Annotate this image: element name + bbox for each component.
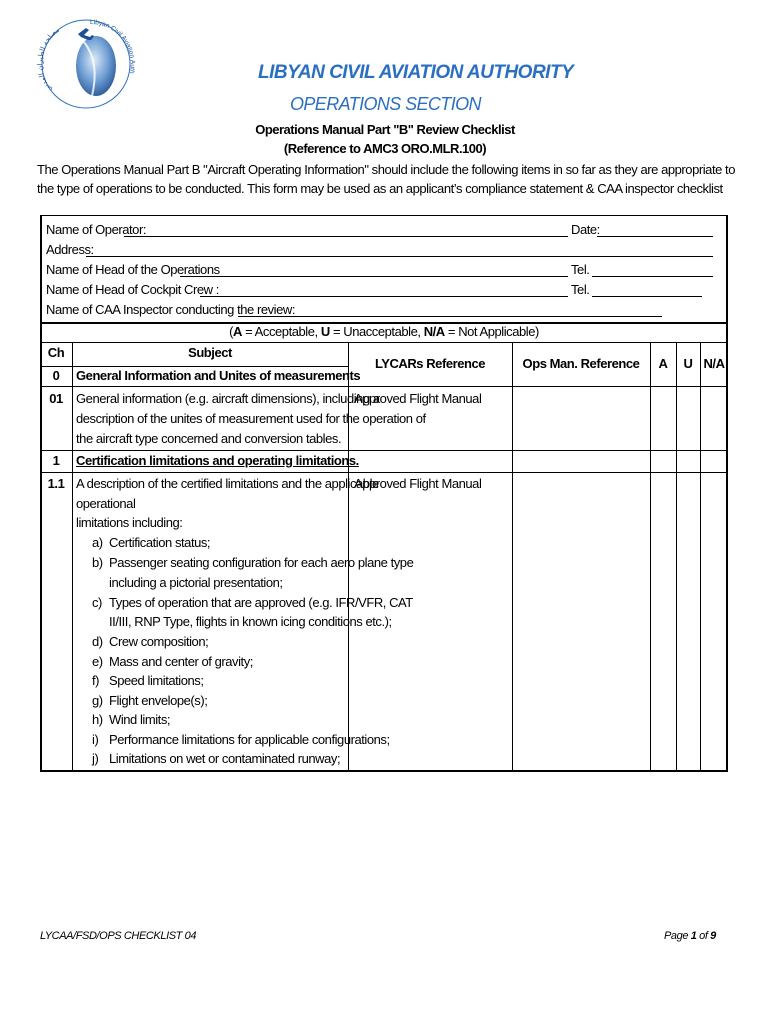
row-01-lycars: Approved Flight Manual	[354, 391, 482, 406]
legend: (A = Acceptable, U = Unacceptable, N/A = Not Applicable)	[229, 324, 539, 339]
row-1-1-ch: 1.1	[47, 476, 65, 491]
footer-doc-id: LYCAA/FSD/OPS CHECKLIST 04	[40, 930, 197, 942]
row-1-1-lycars: Approved Flight Manual	[354, 476, 482, 491]
org-name: LIBYAN CIVIL AVIATION AUTHORITY	[258, 62, 574, 83]
header-na: N/A	[703, 356, 725, 371]
inspector-field[interactable]	[238, 316, 662, 317]
head-ops-label: Name of Head of the Operations	[46, 262, 220, 277]
row-01-text-1: General information (e.g. aircraft dimensions), including a	[76, 391, 380, 406]
item-i-marker: i)	[92, 732, 99, 747]
tel-label-2: Tel.	[571, 282, 590, 297]
row-1-1-text-3: limitations including:	[76, 515, 183, 530]
address-label: Address:	[46, 242, 94, 257]
document-reference: (Reference to AMC3 ORO.MLR.100)	[283, 141, 487, 156]
item-j-marker: j)	[92, 751, 99, 766]
footer-page-number: Page 1 of 9	[664, 930, 716, 942]
item-h-marker: h)	[92, 712, 103, 727]
col-ch-divider	[72, 342, 73, 770]
item-d-text: Crew composition;	[109, 634, 209, 649]
item-j-text: Limitations on wet or contaminated runway;	[109, 751, 341, 766]
row-1-1-text-2: operational	[76, 496, 136, 511]
header-lycars: LYCARs Reference	[374, 356, 486, 371]
item-c-text-2: II/III, RNP Type, flights in known icing conditions etc.);	[109, 614, 392, 629]
svg-text:Libyan Civil Aviation Authorit: Libyan Civil Aviation Auth	[89, 18, 136, 75]
row-01-text-3: the aircraft type concerned and conversion tables.	[76, 431, 342, 446]
section-1-ch: 1	[52, 453, 60, 468]
header-u: U	[683, 356, 693, 371]
item-c-text-1: Types of operation that are approved (e.g. IFR/VFR, CAT	[109, 595, 413, 610]
document-title: Operations Manual Part "B" Review Checklist	[255, 122, 515, 137]
col-u-divider	[700, 342, 701, 770]
item-a-text: Certification status;	[109, 535, 211, 550]
item-e-text: Mass and center of gravity;	[109, 654, 253, 669]
item-f-text: Speed limitations;	[109, 673, 204, 688]
tel-field-2[interactable]	[592, 296, 702, 297]
item-b-text-2: including a pictorial presentation;	[109, 575, 283, 590]
header-ch: Ch	[47, 345, 65, 360]
item-g-marker: g)	[92, 693, 103, 708]
item-g-text: Flight envelope(s);	[109, 693, 208, 708]
tel-field-1[interactable]	[592, 276, 713, 277]
intro-paragraph: The Operations Manual Part B "Aircraft Operating Information" should include the following items in so far as they are appropriate to the type of operations to be conducted. This form may be used as an applicant’s compliance statement & CAA inspector checklist	[37, 162, 735, 196]
col-a-divider	[676, 342, 677, 770]
date-label: Date:	[571, 222, 600, 237]
item-i-text: Performance limitations for applicable configurations;	[109, 732, 390, 747]
row-01-ch: 01	[49, 391, 63, 406]
section-1-bottom	[40, 472, 728, 473]
col-ops-divider	[650, 342, 651, 770]
item-c-marker: c)	[92, 595, 102, 610]
operator-label: Name of Operator:	[46, 222, 147, 237]
svg-text:مصلحة الطيران المدني: مصلحة الطيران المدني	[36, 25, 62, 94]
item-b-marker: b)	[92, 555, 103, 570]
item-b-text-1: Passenger seating configuration for each aero plane type	[109, 555, 414, 570]
inspector-label: Name of CAA Inspector conducting the review:	[46, 302, 296, 317]
operator-field[interactable]	[124, 236, 568, 237]
item-f-marker: f)	[92, 673, 100, 688]
caa-logo	[34, 12, 138, 112]
header-bottom	[40, 386, 728, 387]
head-crew-field[interactable]	[200, 296, 568, 297]
item-d-marker: d)	[92, 634, 103, 649]
header-ops: Ops Man. Reference	[522, 356, 640, 371]
address-field[interactable]	[86, 256, 713, 257]
col-lycars-divider	[512, 342, 513, 770]
row-1-1-text-1: A description of the certified limitations and the applicable	[76, 476, 379, 491]
header-a: A	[658, 356, 668, 371]
head-crew-label: Name of Head of Cockpit Crew :	[46, 282, 219, 297]
section-0-title: General Information and Unites of measurements	[76, 368, 361, 383]
section-1-title: Certification limitations and operating limitations.	[76, 453, 359, 468]
row-01-text-2: description of the unites of measurement used for the operation of	[76, 411, 426, 426]
item-e-marker: e)	[92, 654, 103, 669]
item-a-marker: a)	[92, 535, 103, 550]
head-ops-field[interactable]	[180, 276, 568, 277]
tel-label-1: Tel.	[571, 262, 590, 277]
section-title: OPERATIONS SECTION	[290, 94, 481, 114]
item-h-text: Wind limits;	[109, 712, 171, 727]
header-subject: Subject	[188, 345, 232, 360]
table-bottom-border	[40, 770, 728, 772]
section-0-ch: 0	[52, 368, 60, 383]
date-field[interactable]	[597, 236, 713, 237]
